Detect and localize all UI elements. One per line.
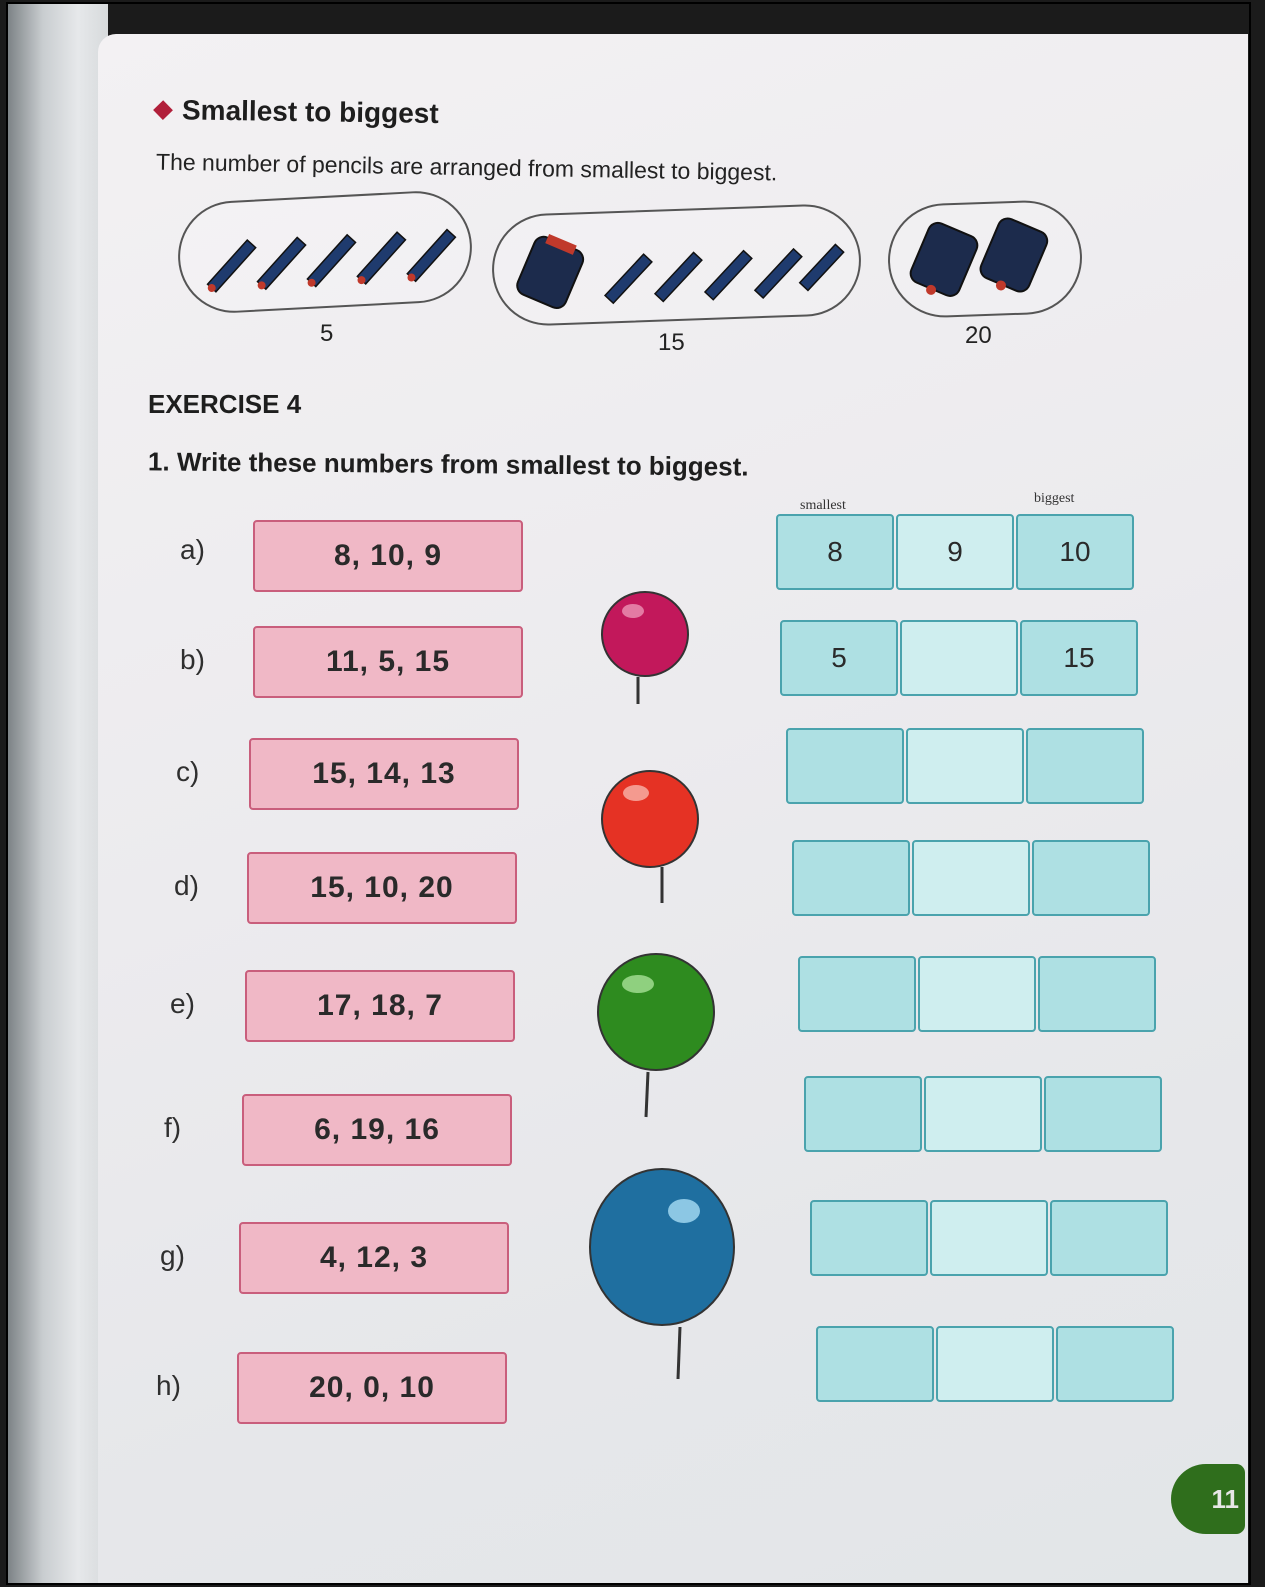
intro-text: The number of pencils are arranged from smallest to biggest. xyxy=(155,148,778,186)
answer-middle-d[interactable] xyxy=(912,840,1030,916)
pencil-group-15 xyxy=(490,203,863,328)
answer-smallest-f[interactable] xyxy=(804,1076,922,1152)
answer-biggest-h[interactable] xyxy=(1056,1326,1174,1402)
answer-biggest-f[interactable] xyxy=(1044,1076,1162,1152)
row-label-d: d) xyxy=(174,870,199,901)
answer-smallest-g[interactable] xyxy=(810,1200,928,1276)
numbers-box-a: 8, 10, 9 xyxy=(253,520,523,592)
numbers-box-b: 11, 5, 15 xyxy=(253,626,523,698)
book-spine xyxy=(8,4,108,1583)
row-label-a: a) xyxy=(180,534,205,565)
section-heading-text: Smallest to biggest xyxy=(181,94,439,129)
numbers-box-e: 17, 18, 7 xyxy=(245,970,515,1042)
pencil-bundle-icon xyxy=(906,211,1069,305)
answer-middle-a[interactable]: 9 xyxy=(896,514,1014,590)
exercise-title: EXERCISE 4 xyxy=(148,389,302,419)
balloon-pink-icon xyxy=(598,589,698,709)
answer-biggest-c[interactable] xyxy=(1026,728,1144,804)
answer-biggest-e[interactable] xyxy=(1038,956,1156,1032)
balloon-red-icon xyxy=(598,769,708,909)
answer-middle-b[interactable] xyxy=(900,620,1018,696)
diamond-bullet-icon xyxy=(153,100,173,120)
pencil-icon xyxy=(196,211,459,295)
answer-biggest-g[interactable] xyxy=(1050,1200,1168,1276)
page-number: 11 xyxy=(1211,1483,1239,1514)
answer-row-f xyxy=(804,1076,1164,1152)
answer-row-g xyxy=(810,1200,1170,1276)
answer-smallest-d[interactable] xyxy=(792,840,910,916)
row-label-c: c) xyxy=(176,756,200,787)
numbers-box-d: 15, 10, 20 xyxy=(247,852,517,924)
numbers-box-g: 4, 12, 3 xyxy=(239,1222,509,1294)
answer-middle-h[interactable] xyxy=(936,1326,1054,1402)
numbers-box-f: 6, 19, 16 xyxy=(242,1094,512,1166)
biggest-header: biggest xyxy=(1034,491,1075,506)
answer-biggest-d[interactable] xyxy=(1032,840,1150,916)
answer-row-b xyxy=(780,620,1140,696)
answer-biggest-b[interactable]: 15 xyxy=(1020,620,1138,696)
pencil-count-5: 5 xyxy=(320,320,334,347)
answer-row-h xyxy=(816,1326,1176,1402)
answer-middle-c[interactable] xyxy=(906,728,1024,804)
numbers-box-c: 15, 14, 13 xyxy=(249,738,519,810)
answer-biggest-a[interactable]: 10 xyxy=(1016,514,1134,590)
section-heading xyxy=(156,94,439,130)
row-label-g: g) xyxy=(160,1240,185,1271)
answer-middle-g[interactable] xyxy=(930,1200,1048,1276)
balloon-blue-icon xyxy=(586,1167,740,1387)
answer-row-a xyxy=(776,514,1136,590)
pencil-group-20 xyxy=(886,199,1084,320)
page-number-badge xyxy=(1171,1464,1245,1534)
answer-smallest-a[interactable]: 8 xyxy=(776,514,894,590)
balloon-green-icon xyxy=(594,952,720,1122)
answer-row-e xyxy=(798,956,1158,1032)
exercise-instruction: 1. Write these numbers from smallest to biggest. xyxy=(147,446,749,482)
answer-row-d xyxy=(792,840,1152,916)
smallest-header: smallest xyxy=(800,498,846,513)
answer-smallest-b[interactable]: 5 xyxy=(780,620,898,696)
row-label-e: e) xyxy=(170,988,195,1019)
answer-smallest-c[interactable] xyxy=(786,728,904,804)
row-label-f: f) xyxy=(164,1112,182,1143)
pencil-group-5 xyxy=(175,188,474,315)
answer-middle-f[interactable] xyxy=(924,1076,1042,1152)
answer-smallest-h[interactable] xyxy=(816,1326,934,1402)
photo-frame xyxy=(6,2,1251,1585)
row-label-b: b) xyxy=(180,644,205,675)
answer-smallest-e[interactable] xyxy=(798,956,916,1032)
numbers-box-h: 20, 0, 10 xyxy=(237,1352,507,1424)
pencil-count-20: 20 xyxy=(965,322,992,349)
row-label-h: h) xyxy=(156,1370,181,1401)
answer-row-c xyxy=(786,728,1146,804)
pencil-count-15: 15 xyxy=(658,329,685,356)
answer-middle-e[interactable] xyxy=(918,956,1036,1032)
pencil-bundle-icon xyxy=(513,217,856,313)
